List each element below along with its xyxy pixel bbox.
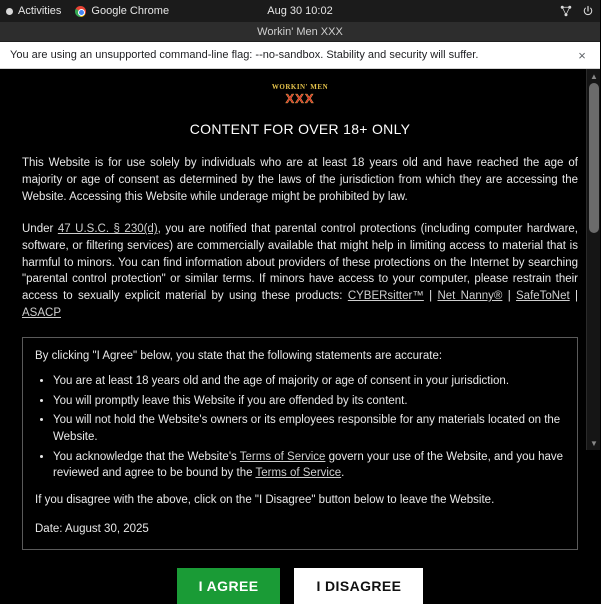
network-icon xyxy=(560,5,572,17)
list-item-terms xyxy=(53,449,565,482)
browser-window xyxy=(0,22,600,595)
agreement-closing: If you disagree with the above, click on the "I Disagree" button below to leave the Website. xyxy=(35,494,495,507)
site-logo xyxy=(269,83,331,107)
action-buttons xyxy=(22,568,578,604)
clock[interactable]: Aug 30 10:02 xyxy=(267,5,333,17)
agreement-date: Date: August 30, 2025 xyxy=(35,522,149,535)
paragraph2-before-link: Under xyxy=(22,223,58,236)
agreement-lead: By clicking "I Agree" below, you state that the following statements are accurate: xyxy=(35,350,443,363)
page-title: CONTENT FOR OVER 18+ ONLY xyxy=(189,121,411,137)
terms-of-service-link-2[interactable]: Terms of Service xyxy=(255,467,342,480)
page-scrollbar[interactable] xyxy=(586,69,600,450)
net-nanny-link[interactable]: Net Nanny® xyxy=(437,290,503,302)
filter-sep-1: | xyxy=(423,290,438,302)
safetonet-link[interactable]: SafeToNet xyxy=(516,290,570,302)
usc-230d-link[interactable]: 47 U.S.C. § 230(d) xyxy=(57,223,158,236)
disagree-button[interactable]: I DISAGREE xyxy=(294,568,423,604)
agree-button[interactable]: I AGREE xyxy=(177,568,281,604)
activities-dot-icon xyxy=(6,8,13,15)
site-logo-top-text: WORKIN' MEN xyxy=(271,83,329,91)
command-line-flag-infobar xyxy=(0,42,600,69)
cybersitter-link[interactable]: CYBERsitter™ xyxy=(347,290,424,302)
top-bar-left-group xyxy=(6,5,169,17)
activities-label: Activities xyxy=(18,5,62,17)
filter-sep-3: | xyxy=(569,290,578,302)
scroll-down-arrow-icon[interactable]: ▼ xyxy=(590,438,598,448)
list-item: • You will not hold the Website's owners or its employees responsible for any materials located on the Website. xyxy=(53,412,565,445)
chrome-icon xyxy=(75,6,86,17)
page-viewport xyxy=(0,69,600,595)
infobar-message: You are using an unsupported command-line flag: --no-sandbox. Stability and security will suffer. xyxy=(10,49,479,61)
age-statement-paragraph: This Website is for use solely by individuals who are at least 18 years old and have reached the age of majority or age of consent as determined by the laws of the jurisdiction from which they are accessing the Website. Accessing this Website while underage might be prohibited by law. xyxy=(22,157,578,203)
terms-of-service-link-1[interactable]: Terms of Service xyxy=(239,450,326,463)
bullet4-middle: govern your use of the Website, and you have reviewed and agree to be bound by the xyxy=(53,450,564,480)
bullet4-before: You acknowledge that the Website's xyxy=(53,450,240,463)
site-logo-bottom-text: XXX xyxy=(285,91,315,106)
activities-button[interactable] xyxy=(6,5,61,17)
app-indicator-chrome[interactable] xyxy=(75,5,169,17)
agreement-box xyxy=(22,337,578,550)
parental-controls-paragraph xyxy=(22,221,578,321)
list-item: • You are at least 18 years old and the age of majority or age of consent in your jurisdiction. xyxy=(53,373,565,390)
scrollbar-thumb[interactable] xyxy=(589,83,599,233)
scroll-up-arrow-icon[interactable]: ▲ xyxy=(590,71,598,81)
list-item: • You will promptly leave this Website if you are offended by its content. xyxy=(53,393,565,410)
system-top-bar xyxy=(0,0,600,22)
age-verification-page xyxy=(0,69,600,595)
paragraph2-after-link: , you are notified that parental control protections (including computer hardware, software, or filtering services) are commercially available that might help in limiting access to material that is harmful to minors. You can find information about providers of these protections on the Internet by searching "parental control protection" or similar terms. If minors have access to your computer, please restrain their access to sexually explicit material by using these products: xyxy=(22,223,578,302)
agreement-bullet-list xyxy=(35,373,565,482)
system-status-area[interactable] xyxy=(560,5,594,17)
close-icon[interactable]: × xyxy=(578,47,586,63)
window-title-bar[interactable] xyxy=(0,22,600,42)
asacp-link[interactable]: ASACP xyxy=(22,306,61,319)
bullet4-after: . xyxy=(341,467,345,480)
window-title: Workin' Men XXX xyxy=(257,25,343,38)
filter-sep-2: | xyxy=(502,290,516,302)
app-indicator-label: Google Chrome xyxy=(91,5,170,17)
power-icon xyxy=(582,5,594,17)
